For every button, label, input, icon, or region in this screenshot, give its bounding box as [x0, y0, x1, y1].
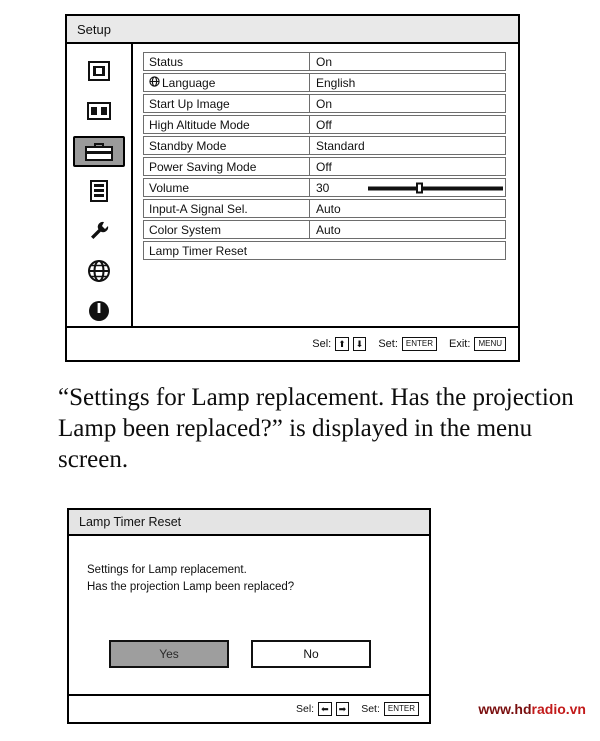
rail-item-picture[interactable]: [73, 56, 125, 87]
key-right-icon: ➡: [336, 702, 350, 716]
wrench-icon: [87, 219, 111, 243]
rail-item-installation[interactable]: [73, 216, 125, 247]
osd-footer-hints: [67, 326, 518, 360]
menu-row-language[interactable]: [143, 73, 506, 92]
key-menu-icon: MENU: [474, 337, 506, 351]
hint-exit: [449, 337, 506, 351]
key-down-icon: ⬇: [353, 337, 367, 351]
dialog-hint-select: [296, 702, 349, 716]
osd-body: [67, 44, 518, 326]
osd-title-label: Setup: [77, 21, 111, 37]
slider-track: [368, 186, 503, 190]
menu-value: Off: [316, 159, 332, 174]
category-icon-rail: [67, 44, 133, 326]
no-button[interactable]: No: [251, 640, 371, 668]
key-up-icon: ⬆: [335, 337, 349, 351]
menu-label: High Altitude Mode: [144, 116, 310, 133]
volume-slider[interactable]: [368, 182, 503, 193]
menu-label: Standby Mode: [144, 137, 310, 154]
menu-row-standby-mode[interactable]: [143, 136, 506, 155]
menu-value: Standard: [316, 138, 365, 153]
screen-icon: [86, 101, 112, 121]
menu-value: Auto: [316, 222, 341, 237]
watermark-suffix: radio.vn: [531, 701, 586, 717]
key-left-icon: ⬅: [318, 702, 332, 716]
menu-value: Auto: [316, 201, 341, 216]
picture-icon: [87, 60, 111, 82]
menu-label: Volume: [144, 179, 310, 196]
menu-label: Language: [162, 75, 216, 90]
watermark-prefix: www.hd: [478, 701, 532, 717]
menu-row-color-system[interactable]: [143, 220, 506, 239]
osd-title-bar: [67, 16, 518, 44]
menu-label: Lamp Timer Reset: [149, 243, 248, 258]
toolbox-setup-icon: [84, 140, 114, 162]
menu-row-lamp-timer-reset[interactable]: [143, 241, 506, 260]
watermark: [478, 701, 586, 717]
list-menu-icon: [89, 179, 109, 203]
menu-value: Off: [316, 117, 332, 132]
rail-item-information[interactable]: [73, 295, 125, 326]
menu-label: Input-A Signal Sel.: [144, 200, 310, 217]
hint-select: [312, 337, 366, 351]
rail-item-network[interactable]: [73, 255, 125, 286]
key-enter-icon: ENTER: [384, 702, 419, 716]
key-enter-icon: ENTER: [402, 337, 437, 351]
menu-row-start-up-image[interactable]: [143, 94, 506, 113]
menu-label: Color System: [144, 221, 310, 238]
dialog-button-group: [109, 640, 371, 668]
dialog-message-line1: Settings for Lamp replacement.: [87, 564, 247, 576]
setup-menu-list: [133, 44, 518, 326]
menu-row-high-altitude-mode[interactable]: [143, 115, 506, 134]
lamp-timer-reset-dialog: [67, 508, 431, 724]
rail-item-setup[interactable]: [73, 136, 125, 167]
dialog-title-label: Lamp Timer Reset: [79, 515, 182, 529]
slider-knob[interactable]: [416, 182, 423, 193]
rail-item-screen[interactable]: [73, 96, 125, 127]
hint-set-label: Set:: [378, 338, 398, 350]
globe-icon: [149, 76, 160, 90]
menu-value: On: [316, 96, 333, 111]
dialog-title-bar: [69, 510, 429, 536]
menu-label-wrap: [144, 74, 310, 91]
hint-set: [378, 337, 437, 351]
globe-network-icon: [87, 259, 111, 283]
hint-select-label: Sel:: [312, 338, 332, 350]
menu-value: On: [316, 54, 333, 69]
dialog-hint-set-label: Set:: [361, 703, 380, 715]
menu-label: Power Saving Mode: [144, 158, 310, 175]
menu-row-input-a-signal-sel[interactable]: [143, 199, 506, 218]
menu-row-volume[interactable]: [143, 178, 506, 197]
rail-item-menu-list[interactable]: [73, 176, 125, 207]
dialog-message: [87, 562, 294, 596]
yes-button[interactable]: Yes: [109, 640, 229, 668]
hint-exit-label: Exit:: [449, 338, 471, 350]
dialog-message-line2: Has the projection Lamp been replaced?: [87, 581, 295, 593]
caption-text: “Settings for Lamp replacement. Has the projection Lamp been replaced?” is displayed in the menu screen.: [58, 384, 574, 473]
power-info-icon: [87, 299, 111, 323]
menu-row-status[interactable]: [143, 52, 506, 71]
setup-osd-panel: [65, 14, 520, 362]
dialog-footer-hints: [69, 694, 429, 722]
menu-label: Start Up Image: [144, 95, 310, 112]
volume-value: 30: [316, 180, 330, 195]
menu-label: Status: [144, 53, 310, 70]
menu-row-power-saving-mode[interactable]: [143, 157, 506, 176]
dialog-hint-set: [361, 702, 419, 716]
menu-value-volume: [310, 179, 505, 196]
menu-value: English: [316, 75, 356, 90]
dialog-hint-select-label: Sel:: [296, 703, 315, 715]
